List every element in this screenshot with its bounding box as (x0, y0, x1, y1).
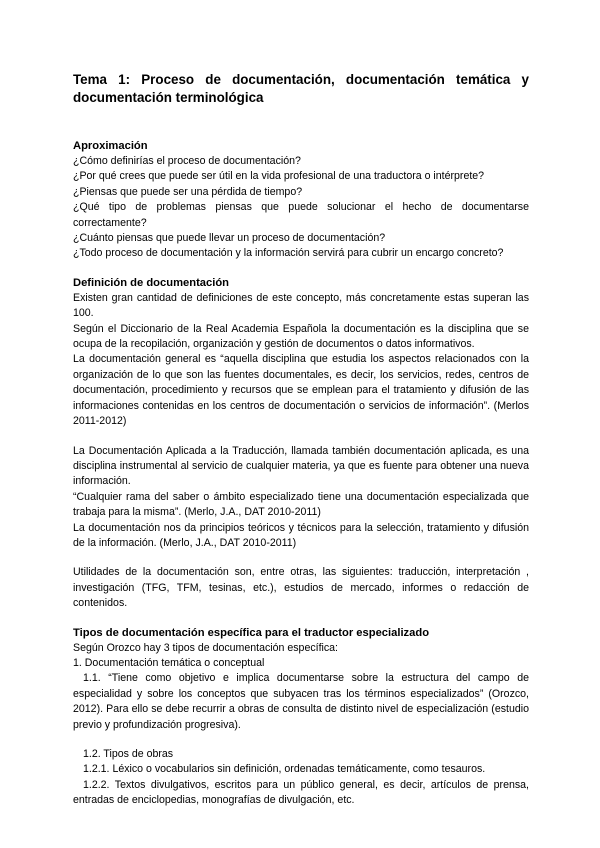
document-page (73, 71, 529, 809)
list-item-1-1: 1.1. “Tiene como objetivo e implica documentarse sobre la estructura del campo de especialidad y sobre los conceptos que subyacen tras los términos especializados” (Orozco, 2012). Para ello se debe recurrir a obras de consulta de distinto nivel de especialización (estudio previo y profundización progresiva). (73, 672, 529, 731)
definicion-paragraph-7: Utilidades de la documentación son, entre otras, las siguientes: traducción, interpretación , investigación (TFG, TFM, tesinas, etc.), estudios de mercado, informes o redacción de contenidos. (73, 566, 529, 610)
definicion-paragraph-4: La Documentación Aplicada a la Traducción, llamada también documentación aplicada, es una disciplina instrumental al servicio de cualquier materia, ya que es fuente para obtener una nueva información. (73, 444, 529, 488)
tipos-intro: Según Orozco hay 3 tipos de documentación específica: (73, 641, 339, 654)
list-item-1-2-1: 1.2.1. Léxico o vocabularios sin definición, ordenadas temáticamente, como tesauros. (83, 763, 486, 776)
list-item-1-2-2: 1.2.2. Textos divulgativos, escritos para un público general, es decir, artículos de prensa, entradas de enciclopedias, monografías de divulgación, etc. (73, 778, 529, 807)
question-5: ¿Cuánto piensas que puede llevar un proceso de documentación? (73, 232, 386, 245)
definicion-paragraph-6: La documentación nos da principios teóricos y técnicos para la selección, tratamiento y difusión de la información. (Merlo, J.A., DAT 2010-2011) (73, 521, 529, 549)
question-4: ¿Qué tipo de problemas piensas que puede solucionar el hecho de documentarse correctamente? (73, 201, 529, 229)
question-2: ¿Por qué crees que puede ser útil en la vida profesional de una traductora o intérprete? (73, 170, 485, 183)
heading-definicion: Definición de documentación (73, 276, 230, 289)
definicion-paragraph-5: “Cualquier rama del saber o ámbito especializado tiene una documentación especializada que trabaja para la misma”. (Merlo, J.A., DAT 2010-2011) (73, 490, 529, 519)
document-title: Tema 1: Proceso de documentación, documentación temática y documentación terminológica (73, 72, 529, 105)
heading-tipos: Tipos de documentación específica para el traductor especializado (73, 626, 430, 639)
definicion-paragraph-2: Según el Diccionario de la Real Academia Española la documentación es la disciplina que se ocupa de la recopilación, organización y gestión de documentos o datos informativos. (73, 322, 529, 351)
definicion-paragraph-1: Existen gran cantidad de definiciones de este concepto, más concretamente estas superan las 100. (73, 291, 529, 320)
question-6: ¿Todo proceso de documentación y la información servirá para cubrir un encargo concreto? (73, 247, 504, 260)
heading-aproximacion: Aproximación (73, 140, 148, 152)
question-1: ¿Cómo definirías el proceso de documentación? (73, 155, 301, 167)
list-item-1-2: 1.2. Tipos de obras (83, 748, 174, 760)
definicion-paragraph-3: La documentación general es “aquella disciplina que estudia los aspectos relacionados con la organización de lo que son las fuentes documentales, es decir, los servicios, redes, centros de documentación, procedimiento y recursos que se emplean para el tratamiento y difusión de las informaciones contenidas en los centros de documentación o servicios de información”. (Merlos 2011-2012) (73, 353, 529, 428)
list-item-1: 1. Documentación temática o conceptual (73, 656, 265, 669)
question-3: ¿Piensas que puede ser una pérdida de tiempo? (73, 185, 303, 198)
